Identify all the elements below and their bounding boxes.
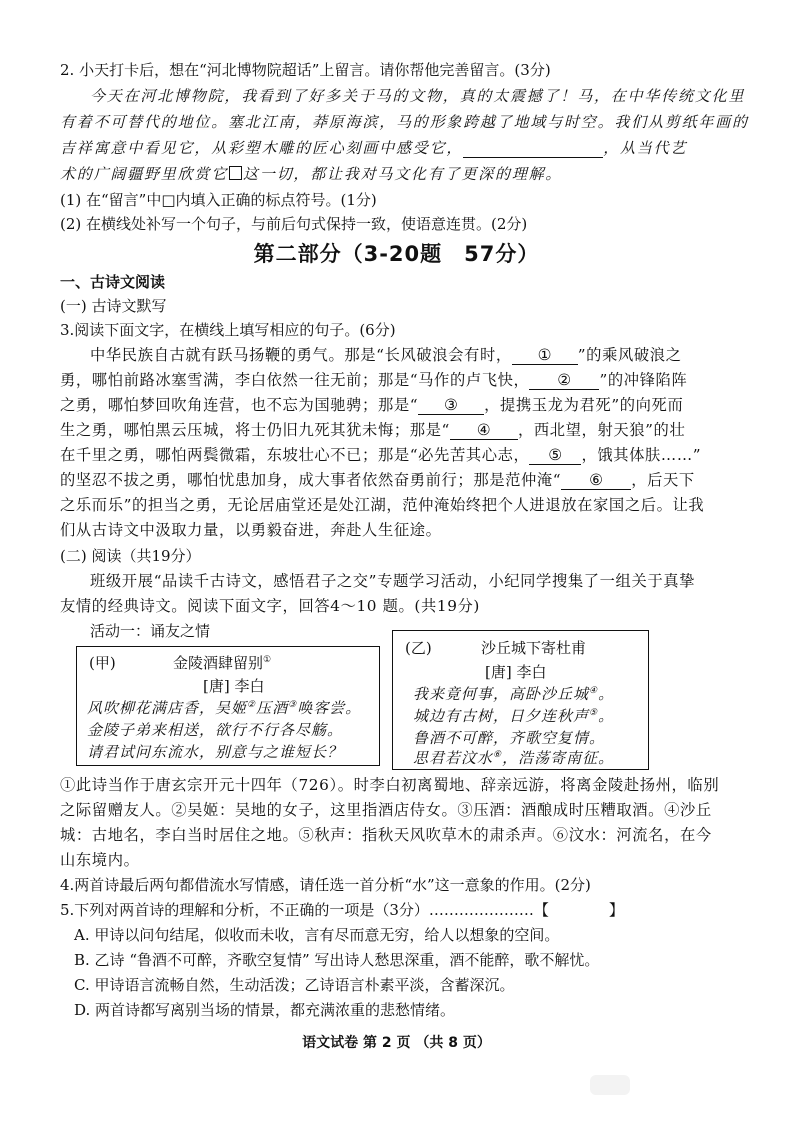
q3-line-2 — [60, 368, 750, 392]
q5-stem-close: 】 — [608, 901, 624, 919]
poem-b-line-2 — [413, 705, 614, 726]
q3-line-1 — [90, 343, 780, 367]
q2-message-line-4 — [60, 162, 750, 186]
q2-title: 2. 小天打卡后，想在“河北博物院超话”上留言。请你帮他完善留言。(3分) — [60, 61, 551, 79]
poem-a-line-3: 请君试问东流水，别意与之谁短长？ — [87, 743, 344, 761]
poem-b-line-4-a: 思君若汶水 — [413, 749, 494, 767]
q3-line-4-b: ，西北望，射天狼”的壮 — [517, 421, 686, 439]
part2-heading: 第二部分（3-20题 57分） — [253, 242, 540, 266]
blank-4[interactable]: ④ — [450, 421, 518, 440]
q3-line-3 — [60, 393, 750, 417]
q5-option-b[interactable]: B. 乙诗 “鲁酒不可醉，齐歌空复情” 写出诗人愁思深重，酒不能醉，歌不解忧。 — [74, 951, 600, 969]
poem-a-author: [唐] 李白 — [203, 677, 265, 695]
q2-message-line-2: 有着不可替代的地位。塞北江南，莽原海滨，马的形象跨越了地域与时空。我们从剪纸年画的 — [60, 113, 749, 131]
poem-b-author: [唐] 李白 — [485, 663, 547, 681]
q2-sentence-blank[interactable] — [463, 139, 603, 158]
q3-line-1-a: 中华民族自古就有跃马扬鞭的勇气。那是“长风破浪会有时， — [90, 346, 512, 364]
page-footer: 语文试卷 第 2 页 （共 8 页） — [302, 1035, 491, 1051]
q5-option-c[interactable]: C. 甲诗语言流畅自然，生动活泼；乙诗语言朴素平淡，含蓄深沉。 — [74, 976, 515, 994]
blank-6[interactable]: ⑥ — [561, 471, 631, 490]
q2-message-line-1: 今天在河北博物院，我看到了好多关于马的文物，真的太震撼了！马，在中华传统文化里 — [90, 87, 746, 105]
poem-a-title-text: 金陵酒肆留别 — [173, 654, 264, 672]
q3-line-5 — [60, 443, 750, 467]
q3-line-5-b: ，饿其体肤……” — [581, 446, 702, 464]
poem-b-line-4 — [413, 747, 614, 768]
q3-line-3-a: 之勇，哪怕梦回吹角连营，也不忘为国驰骋；那是“ — [60, 396, 419, 414]
poem-a-line-1-a: 风吹柳花满店香，吴姬 — [87, 699, 248, 717]
q3-line-4 — [60, 418, 750, 442]
notes-line-3: 城：古地名，李白当时居住之地。⑤秋声：指秋天风吹草木的肃杀声。⑥汶水：河流名，在今 — [60, 826, 712, 844]
q3-line-6 — [60, 468, 750, 492]
poem-a-box — [76, 646, 380, 766]
q2-message-line-4-end: 这一切，都让我对马文化有了更深的理解。 — [243, 165, 563, 183]
q3-line-2-a: 勇，哪怕前路冰塞雪满，李白依然一往无前；那是“马作的卢飞快， — [60, 371, 530, 389]
q2-sub1: (1) 在“留言”中□内填入正确的标点符号。(1分) — [60, 191, 377, 209]
q3-line-3-b: ，提携玉龙为君死”的向死而 — [484, 396, 684, 414]
q3-line-4-a: 生之勇，哪怕黑云压城，将士仍旧九死其犹未悔；那是“ — [60, 421, 450, 439]
q2-sub2: (2) 在横线处补写一个句子，与前后句式保持一致，使语意连贯。(2分) — [60, 215, 528, 233]
poem-a-line-1-b: 压酒 — [256, 699, 289, 717]
q5-stem — [60, 898, 750, 922]
punctuation-box[interactable] — [229, 166, 242, 180]
poem-b-line-1-a: 我来竟何事，高卧沙丘城 — [413, 685, 590, 703]
poem-b-line-3: 鲁酒不可醉，齐歌空复情。 — [413, 729, 606, 747]
poem-b-line-2-a: 城边有古树，日夕连秋声 — [413, 707, 590, 725]
section2-intro-2: 友情的经典诗文。阅读下面文字，回答4～10 题。(共19分) — [60, 597, 480, 615]
q3-line-1-b: ”的乘风破浪之 — [577, 346, 682, 364]
poem-b-line-4-b: ，浩荡寄南征。 — [502, 749, 615, 767]
section2-title: (二) 阅读（共19分） — [60, 547, 201, 565]
blank-5[interactable]: ⑤ — [529, 446, 581, 465]
q5-option-d[interactable]: D. 两首诗都写离别当场的情景，都充满浓重的悲愁情绪。 — [74, 1001, 456, 1019]
poem-b-line-1 — [413, 683, 614, 704]
q2-message-line-3-end: ，从当代艺 — [603, 139, 688, 157]
q3-line-6-a: 的坚忍不拔之勇，哪怕忧患加身，成大事者依然奋勇前行；那是范仲淹“ — [60, 471, 562, 489]
poem-b-line-1-b: 。 — [598, 685, 615, 703]
section2-intro-1: 班级开展“品读千古诗文，感悟君子之交”专题学习活动，小纪同学搜集了一组关于真挚 — [90, 572, 696, 590]
note-3-mark: ③ — [288, 700, 298, 710]
q5-option-a[interactable]: A. 甲诗以问句结尾，似收而未收，言有尽而意无穷，给人以想象的空间。 — [74, 926, 560, 944]
poem-a-line-2: 金陵子弟来相送，欲行不行各尽觞。 — [87, 721, 344, 739]
note-5-mark: ⑤ — [589, 708, 599, 718]
note-2-mark: ② — [247, 700, 257, 710]
poem-a-title — [173, 652, 271, 673]
poem-b-title: 沙丘城下寄杜甫 — [481, 639, 587, 657]
note-6-mark: ⑥ — [493, 750, 503, 760]
activity-title: 活动一：诵友之情 — [90, 622, 211, 640]
scan-smudge — [590, 1075, 630, 1095]
poem-a-line-1 — [87, 697, 361, 718]
poem-b-label: (乙) — [405, 639, 432, 657]
notes-line-1: ①此诗当作于唐玄宗开元十四年（726）。时李白初离蜀地、辞亲远游，将离金陵赴扬州，临别 — [60, 776, 720, 794]
poem-a-title-note: ① — [263, 655, 272, 665]
poem-b-box — [392, 630, 649, 770]
section1-title: 一、古诗文阅读 — [60, 273, 166, 291]
q2-message-line-3-text: 吉祥寓意中看见它，从彩塑木雕的匠心刻画中感受它， — [60, 139, 464, 157]
note-4-mark: ④ — [589, 686, 599, 696]
q2-message-line-3 — [60, 136, 750, 160]
poem-a-line-1-c: 唤客尝。 — [297, 699, 362, 717]
notes-line-4: 山东境内。 — [60, 851, 140, 869]
q3-line-8: 们从古诗文中汲取力量，以勇毅奋进，奔赴人生征途。 — [60, 521, 442, 539]
q3-title: 3.阅读下面文字，在横线上填写相应的句子。(6分) — [60, 321, 396, 339]
blank-1[interactable]: ① — [512, 346, 578, 365]
blank-2[interactable]: ② — [529, 371, 599, 390]
q2-message-line-4-start: 术的广阔疆野里欣赏它 — [60, 165, 229, 183]
section1-sub-a: (一) 古诗文默写 — [60, 297, 167, 315]
q4-text: 4.两首诗最后两句都借流水写情感，请任选一首分析“水”这一意象的作用。(2分) — [60, 876, 591, 894]
q3-line-2-b: ”的冲锋陷阵 — [599, 371, 688, 389]
q3-line-6-b: ，后天下 — [631, 471, 695, 489]
blank-3[interactable]: ③ — [418, 396, 484, 415]
poem-a-label: (甲) — [89, 654, 116, 672]
notes-line-2: 之际留赠友人。②吴姬：吴地的女子，这里指酒店侍女。③压酒：酒酿成时压糟取酒。④沙丘 — [60, 801, 712, 819]
q3-line-5-a: 在千里之勇，哪怕两鬓微霜，东坡壮心不已；那是“必先苦其心志， — [60, 446, 530, 464]
q3-line-7: 之乐而乐”的担当之勇，无论居庙堂还是处江湖，范仲淹始终把个人进退放在家国之后。让我 — [60, 496, 705, 514]
q5-stem-text: 5.下列对两首诗的理解和分析，不正确的一项是（3分）…………………【 — [60, 901, 549, 919]
poem-b-line-2-b: 。 — [598, 707, 615, 725]
